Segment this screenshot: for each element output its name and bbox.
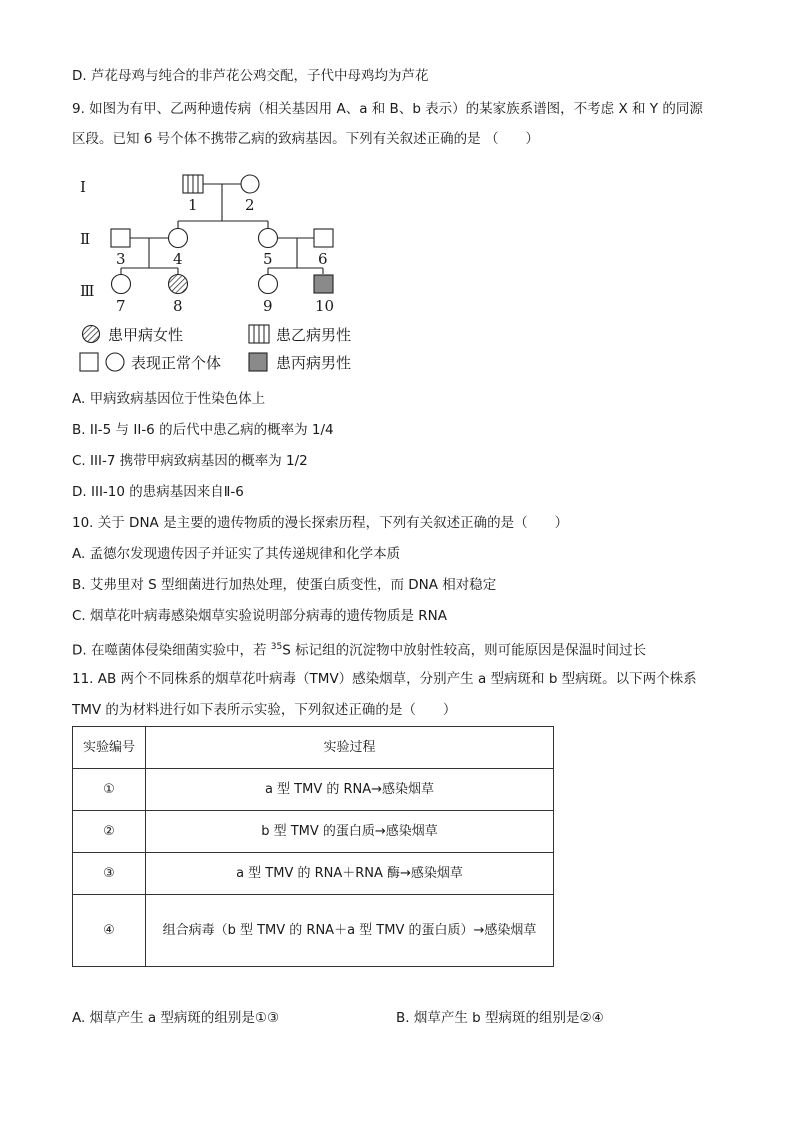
individual-1 — [183, 175, 203, 193]
q9-option-a: A. 甲病致病基因位于性染色体上 — [72, 391, 266, 407]
experiment-table — [72, 726, 554, 967]
individual-10 — [314, 275, 333, 293]
legend-symbol-bing — [249, 353, 267, 371]
q10-option-d — [72, 637, 646, 661]
q10-option-b: B. 艾弗里对 S 型细菌进行加热处理，使蛋白质变性，而 DNA 相对稳定 — [72, 577, 497, 593]
table-cell-process: a 型 TMV 的 RNA→感染烟草 — [146, 769, 554, 811]
q9-option-c: C. III-7 携带甲病致病基因的概率为 1/2 — [72, 453, 308, 469]
generation-label-2: Ⅱ — [80, 230, 91, 248]
pedigree-chart — [72, 170, 392, 380]
individual-number: 2 — [245, 196, 255, 214]
q11-option-a: A. 烟草产生 a 型病斑的组别是①③ — [72, 1010, 280, 1026]
individual-2 — [241, 175, 259, 193]
individual-9 — [259, 275, 278, 294]
legend-symbol-yi — [249, 325, 269, 343]
legend-symbol-normal-male — [80, 353, 98, 371]
q11-option-b: B. 烟草产生 b 型病斑的组别是②④ — [396, 1010, 604, 1026]
q9-option-b: B. II-5 与 II-6 的后代中患乙病的概率为 1/4 — [72, 422, 334, 438]
table-row — [73, 853, 554, 895]
individual-number: 1 — [188, 196, 198, 214]
individual-number: 3 — [116, 250, 126, 268]
q9-option-d: D. III-10 的患病基因来自Ⅱ-6 — [72, 484, 244, 500]
legend — [80, 325, 351, 372]
superscript-35: 35 — [270, 642, 283, 652]
legend-label-yi: 患乙病男性 — [276, 326, 352, 344]
table-header-id: 实验编号 — [73, 727, 146, 769]
q10-option-d-text-1: D. 在噬菌体侵染细菌实验中，若 — [72, 642, 271, 659]
individual-number: 6 — [318, 250, 328, 268]
legend-label-jia: 患甲病女性 — [108, 326, 184, 344]
legend-symbol-jia — [83, 326, 100, 343]
generation-label-3: Ⅲ — [80, 282, 95, 300]
table-cell-id: ④ — [73, 895, 146, 967]
individual-5 — [259, 229, 278, 248]
table-row — [73, 769, 554, 811]
q11-stem-line-1: 11. AB 两个不同株系的烟草花叶病毒（TMV）感染烟草，分别产生 a 型病斑和 b 型病斑。以下两个株系 — [72, 671, 697, 687]
individual-6 — [314, 229, 333, 247]
table-cell-id: ② — [73, 811, 146, 853]
table-header-row — [73, 727, 554, 769]
legend-symbol-normal-female — [106, 353, 124, 371]
individual-number: 9 — [263, 297, 273, 315]
table-cell-id: ③ — [73, 853, 146, 895]
table-cell-process: a 型 TMV 的 RNA＋RNA 酶→感染烟草 — [146, 853, 554, 895]
generation-label-1: Ⅰ — [80, 178, 86, 196]
q11-stem-line-2: TMV 的为材料进行如下表所示实验，下列叙述正确的是（ ） — [72, 702, 457, 718]
q10-option-c: C. 烟草花叶病毒感染烟草实验说明部分病毒的遗传物质是 RNA — [72, 608, 448, 624]
q9-stem-line-2: 区段。已知 6 号个体不携带乙病的致病基因。下列有关叙述正确的是 （ ） — [72, 131, 539, 147]
q10-option-d-text-2: S 标记组的沉淀物中放射性较高，则可能原因是保温时间过长 — [282, 642, 647, 659]
individual-3 — [111, 229, 130, 247]
q10-stem: 10. 关于 DNA 是主要的遗传物质的漫长探索历程，下列有关叙述正确的是（ ） — [72, 515, 569, 531]
individual-number: 8 — [173, 297, 183, 315]
table-row — [73, 895, 554, 967]
individual-number: 4 — [173, 250, 183, 268]
table-row — [73, 811, 554, 853]
pedigree-lines — [121, 184, 323, 274]
individual-7 — [112, 275, 131, 294]
individual-4 — [169, 229, 188, 248]
individual-number: 7 — [116, 297, 126, 315]
q10-option-a: A. 孟德尔发现遗传因子并证实了其传递规律和化学本质 — [72, 546, 401, 562]
q9-stem-line-1: 9. 如图为有甲、乙两种遗传病（相关基因用 A、a 和 B、b 表示）的某家族系谱图，不考虑 X 和 Y 的同源 — [72, 101, 703, 117]
individual-number: 5 — [263, 250, 273, 268]
table-cell-process: b 型 TMV 的蛋白质→感染烟草 — [146, 811, 554, 853]
table-cell-id: ① — [73, 769, 146, 811]
legend-label-normal: 表现正常个体 — [131, 354, 222, 372]
individual-8 — [169, 275, 188, 294]
legend-label-bing: 患丙病男性 — [276, 354, 352, 372]
q8-option-d: D. 芦花母鸡与纯合的非芦花公鸡交配，子代中母鸡均为芦花 — [72, 68, 429, 84]
table-header-process: 实验过程 — [146, 727, 554, 769]
table-cell-process: 组合病毒（b 型 TMV 的 RNA＋a 型 TMV 的蛋白质）→感染烟草 — [146, 895, 554, 967]
individual-number: 10 — [315, 297, 335, 315]
